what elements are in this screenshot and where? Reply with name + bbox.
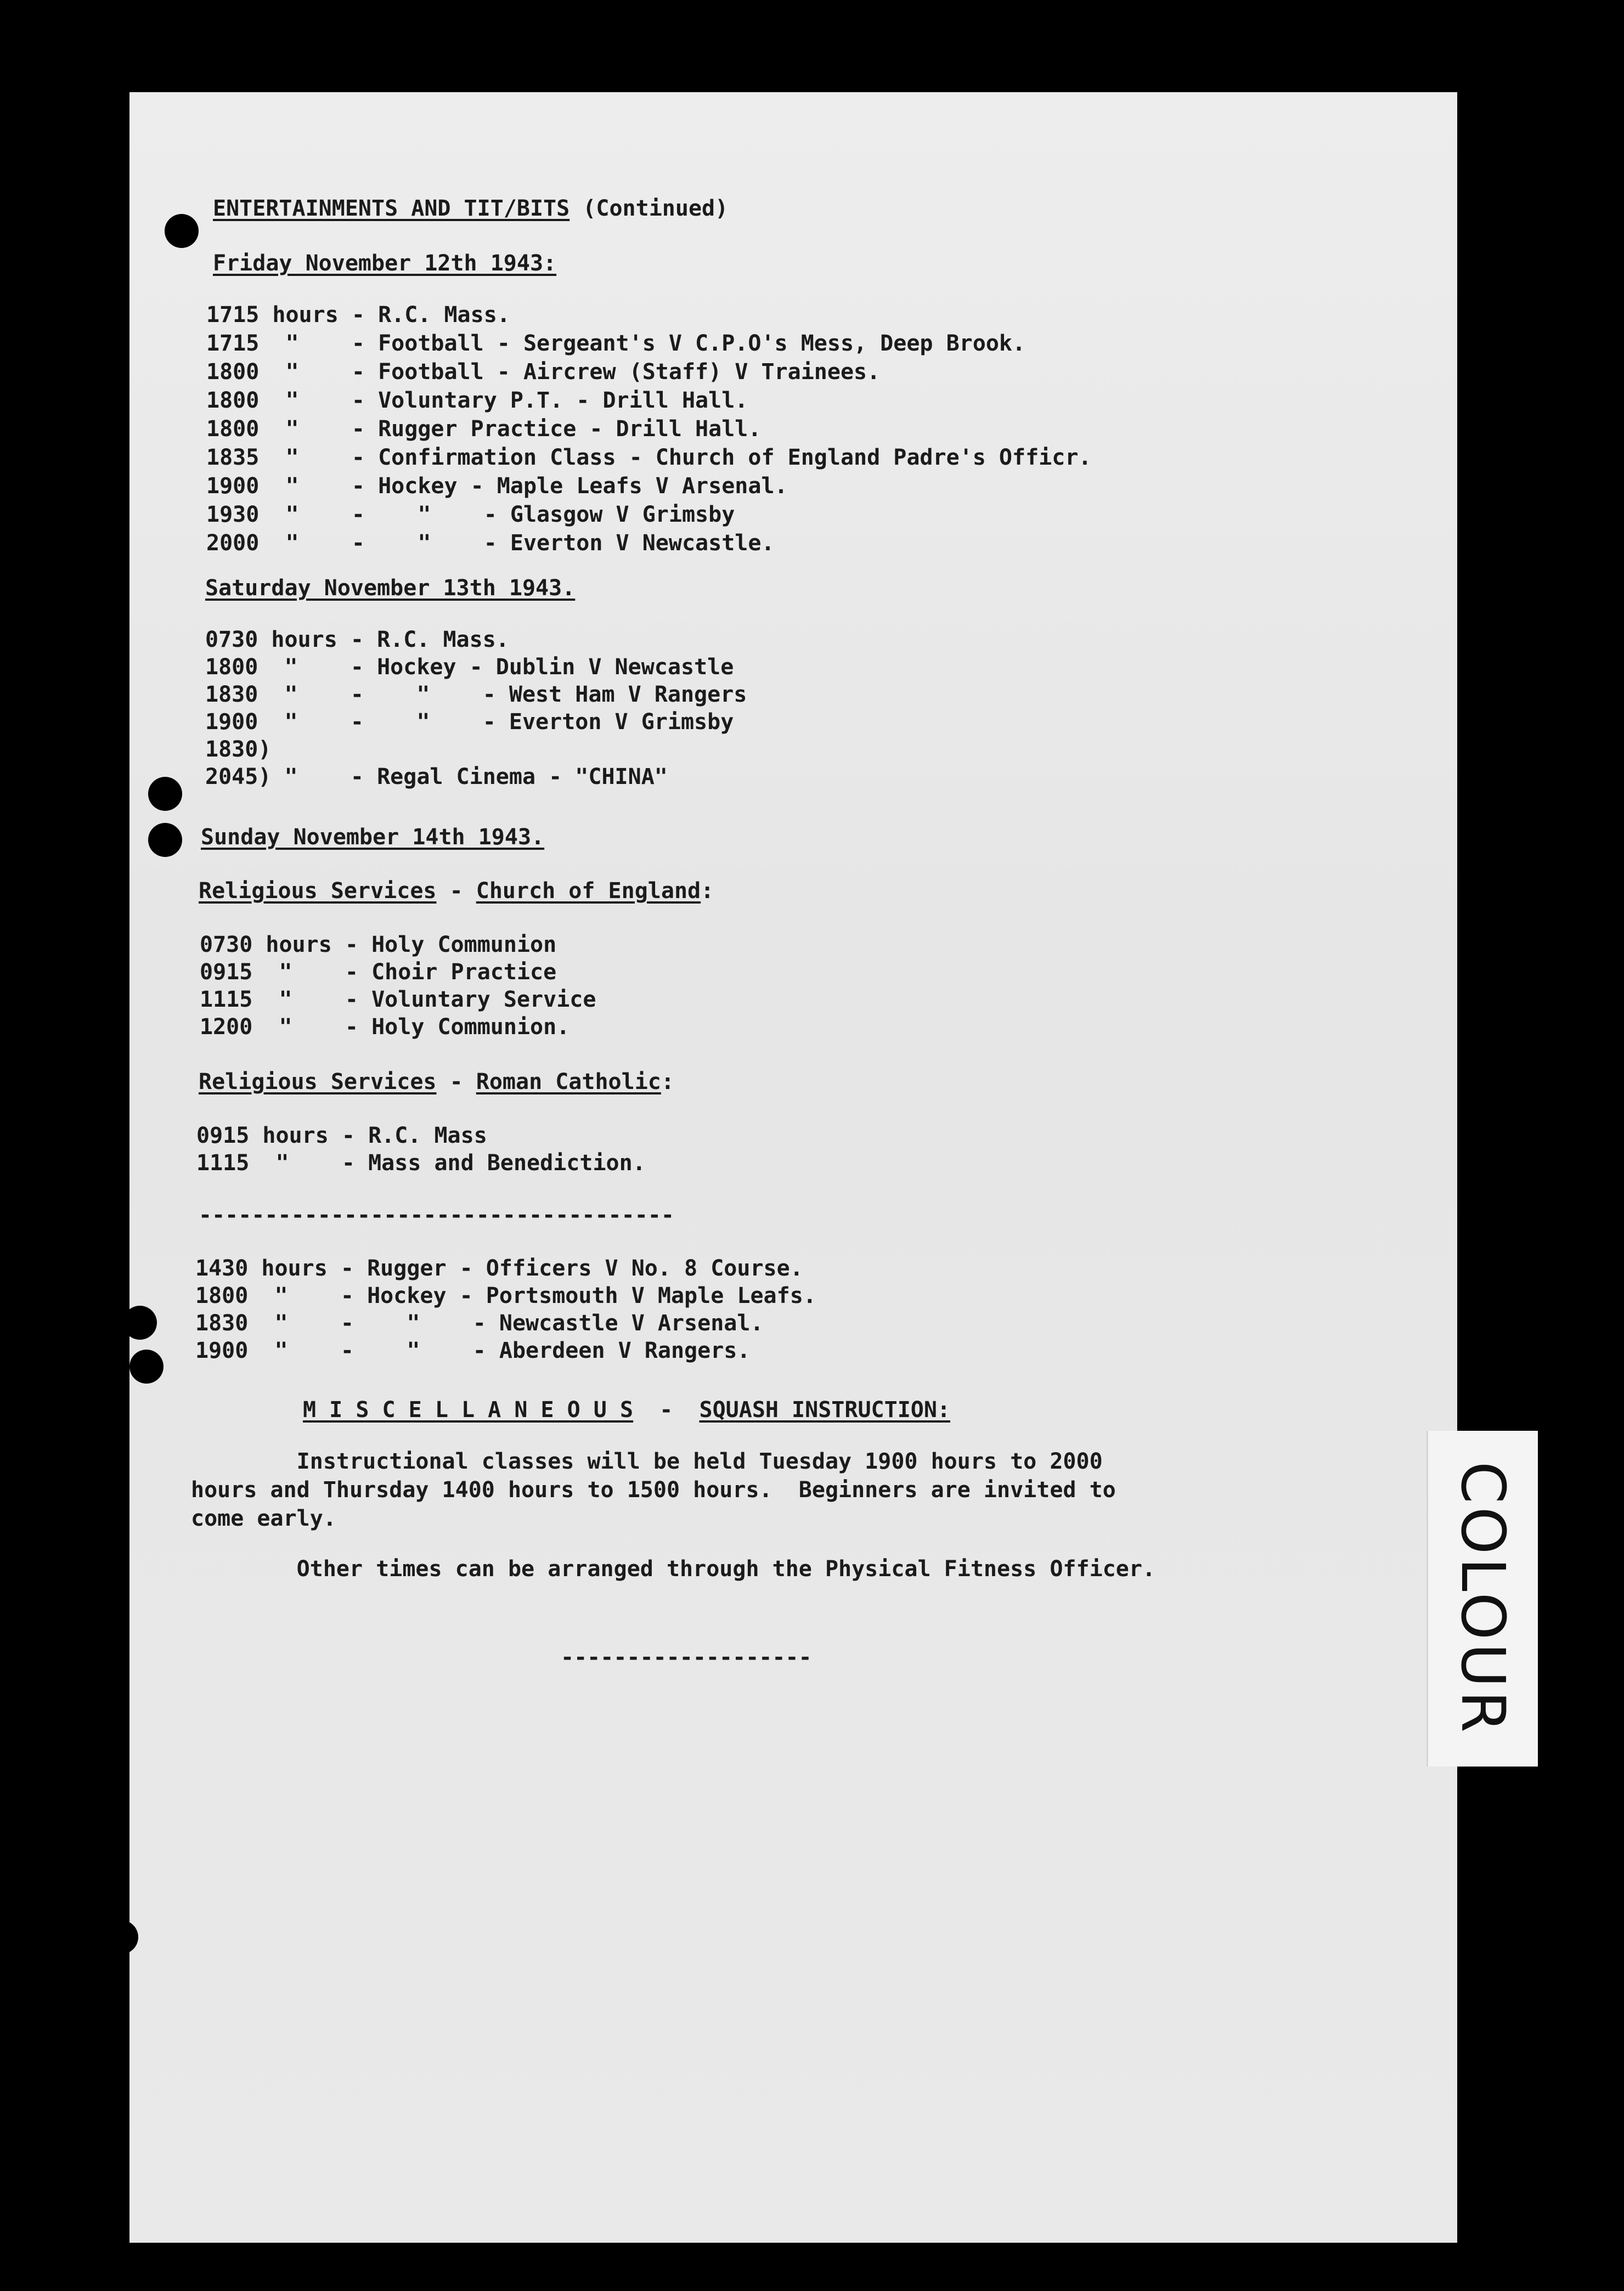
schedule-line: 1830 " - " - West Ham V Rangers bbox=[205, 682, 747, 707]
coe-heading: Religious Services - Church of England: bbox=[199, 878, 714, 904]
schedule-line: 1430 hours - Rugger - Officers V No. 8 Course. bbox=[195, 1256, 803, 1281]
paragraph-line: Instructional classes will be held Tuesday 1900 hours to 2000 bbox=[191, 1449, 1103, 1474]
rc-heading: Religious Services - Roman Catholic: bbox=[199, 1069, 674, 1094]
schedule-line: 1715 hours - R.C. Mass. bbox=[206, 302, 510, 328]
misc-heading: M I S C E L L A N E O U S - SQUASH INSTRUCTION: bbox=[303, 1397, 951, 1423]
paragraph-line: hours and Thursday 1400 hours to 1500 hours. Beginners are invited to bbox=[191, 1477, 1116, 1503]
colour-label: COLOUR bbox=[1448, 1461, 1518, 1736]
schedule-line: 1800 " - Rugger Practice - Drill Hall. bbox=[206, 416, 762, 442]
punch-hole bbox=[165, 214, 199, 248]
punch-hole bbox=[148, 823, 182, 857]
schedule-line: 1715 " - Football - Sergeant's V C.P.O's Mess, Deep Brook. bbox=[206, 331, 1026, 356]
schedule-line: 1800 " - Football - Aircrew (Staff) V Trainees. bbox=[206, 359, 881, 385]
schedule-line: 2045) " - Regal Cinema - "CHINA" bbox=[205, 764, 668, 789]
schedule-line: 1800 " - Hockey - Dublin V Newcastle bbox=[205, 654, 734, 680]
heading-suffix: (Continued) bbox=[569, 196, 729, 221]
schedule-line: 1930 " - " - Glasgow V Grimsby bbox=[206, 502, 735, 527]
schedule-line: 1900 " - " - Everton V Grimsby bbox=[205, 709, 734, 735]
misc-closing: Other times can be arranged through the Physical Fitness Officer. bbox=[191, 1556, 1155, 1582]
schedule-line: 0730 hours - R.C. Mass. bbox=[205, 627, 509, 652]
schedule-line: 1115 " - Voluntary Service bbox=[200, 987, 596, 1012]
schedule-line: 1800 " - Voluntary P.T. - Drill Hall. bbox=[206, 388, 748, 413]
schedule-line: 1830 " - " - Newcastle V Arsenal. bbox=[195, 1311, 764, 1336]
punch-hole bbox=[104, 1920, 138, 1954]
schedule-line: 2000 " - " - Everton V Newcastle. bbox=[206, 531, 775, 556]
schedule-line: 1200 " - Holy Communion. bbox=[200, 1014, 570, 1040]
schedule-line: 1835 " - Confirmation Class - Church of England Padre's Officr. bbox=[206, 445, 1092, 470]
schedule-line: 1900 " - " - Aberdeen V Rangers. bbox=[195, 1338, 751, 1363]
document-page bbox=[129, 92, 1457, 2243]
schedule-line: 0915 " - Choir Practice bbox=[200, 960, 557, 985]
colour-tab bbox=[1426, 1431, 1538, 1767]
punch-hole bbox=[123, 1306, 157, 1340]
document-heading bbox=[213, 195, 728, 222]
schedule-line: 1800 " - Hockey - Portsmouth V Maple Leafs. bbox=[195, 1283, 816, 1308]
schedule-line: 0915 hours - R.C. Mass bbox=[196, 1123, 487, 1148]
paragraph-line: come early. bbox=[191, 1506, 336, 1531]
schedule-line: 1830) bbox=[205, 737, 272, 762]
schedule-line: 1115 " - Mass and Benediction. bbox=[196, 1150, 646, 1176]
friday-title: Friday November 12th 1943: bbox=[213, 251, 557, 276]
schedule-line: 0730 hours - Holy Communion bbox=[200, 932, 557, 957]
end-rule: ------------------- bbox=[561, 1645, 812, 1670]
punch-hole bbox=[148, 777, 182, 811]
sunday-title: Sunday November 14th 1943. bbox=[201, 825, 545, 850]
section-divider: ------------------------------------ bbox=[199, 1203, 674, 1228]
saturday-title: Saturday November 13th 1943. bbox=[205, 575, 576, 601]
schedule-line: 1900 " - Hockey - Maple Leafs V Arsenal. bbox=[206, 473, 788, 499]
punch-hole bbox=[129, 1350, 163, 1384]
heading-text: ENTERTAINMENTS AND TIT/BITS bbox=[213, 196, 570, 221]
